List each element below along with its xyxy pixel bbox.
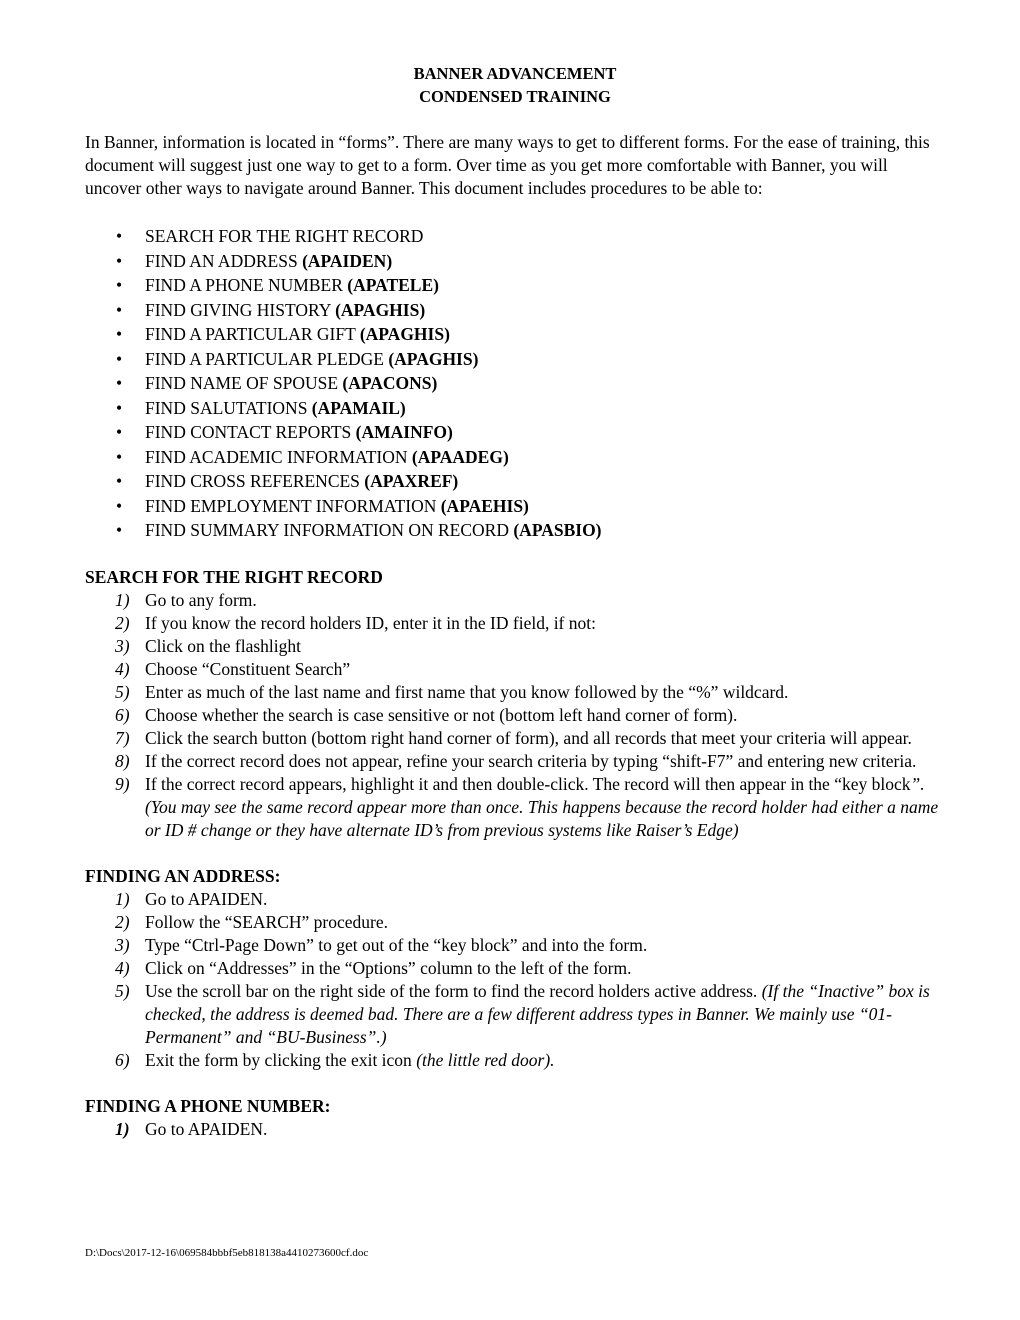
step-text: If the correct record does not appear, refine your search criteria by typing “shift-F7” and entering new criteria. xyxy=(145,750,917,771)
document-title xyxy=(85,62,945,108)
procedure-label: FIND CROSS REFERENCES xyxy=(145,471,365,491)
bullet-icon: • xyxy=(116,348,123,369)
step-item xyxy=(85,727,945,750)
form-code: (APAMAIL) xyxy=(311,397,406,418)
search-heading: SEARCH FOR THE RIGHT RECORD xyxy=(85,566,383,587)
procedure-label: FIND CONTACT REPORTS xyxy=(145,422,356,442)
procedure-label: FIND ACADEMIC INFORMATION xyxy=(145,446,412,467)
step-number: 7) xyxy=(115,727,130,748)
step-text: If you know the record holders ID, enter it in the ID field, if not: xyxy=(145,612,596,633)
step-number: 3) xyxy=(115,635,130,656)
step-number: 2) xyxy=(115,612,130,633)
procedure-list-item xyxy=(85,420,945,445)
step-number: 1) xyxy=(115,589,130,610)
form-code: (APAXREF) xyxy=(364,471,459,491)
step-number: 8) xyxy=(115,750,130,771)
step-item xyxy=(85,658,945,681)
step-item xyxy=(85,750,945,773)
bullet-icon: • xyxy=(116,471,123,491)
step-number: 6) xyxy=(115,704,130,725)
procedure-label: FIND GIVING HISTORY xyxy=(145,299,336,320)
bullet-icon: • xyxy=(116,446,123,467)
address-steps xyxy=(85,888,945,1072)
form-code: (APAGHIS) xyxy=(335,299,426,320)
procedure-label: FIND A PARTICULAR GIFT xyxy=(145,324,360,344)
procedure-label: FIND SUMMARY INFORMATION ON RECORD xyxy=(145,520,514,540)
step-item xyxy=(85,1118,945,1141)
step-item xyxy=(85,704,945,727)
title-line-2: CONDENSED TRAINING xyxy=(419,87,611,106)
form-code: (APAIDEN) xyxy=(302,250,393,271)
step-item xyxy=(85,589,945,612)
procedure-list-item xyxy=(85,249,945,274)
step-item xyxy=(85,773,945,842)
bullet-icon: • xyxy=(116,495,123,516)
form-code: (APAGHIS) xyxy=(359,324,450,344)
step-number: 1) xyxy=(115,888,130,909)
step-number: 2) xyxy=(115,911,130,932)
procedure-label: FIND EMPLOYMENT INFORMATION xyxy=(145,495,441,516)
step-text: Click the search button (bottom right hand corner of form), and all records that meet your criteria will appear. xyxy=(145,727,912,748)
bullet-icon: • xyxy=(116,275,123,295)
procedure-list-item xyxy=(85,371,945,396)
step-item xyxy=(85,635,945,658)
phone-steps xyxy=(85,1118,945,1141)
footer-file-path: D:\Docs\2017-12-16\069584bbbf5eb818138a4410273600cf.doc xyxy=(85,1247,369,1259)
step-number: 5) xyxy=(115,681,130,702)
procedure-label: FIND A PHONE NUMBER xyxy=(145,275,348,295)
bullet-icon: • xyxy=(116,422,123,442)
step-text: Click on “Addresses” in the “Options” column to the left of the form. xyxy=(145,957,632,978)
form-code: (APATELE) xyxy=(347,275,439,295)
procedure-list-item xyxy=(85,396,945,421)
form-code: (AMAINFO) xyxy=(355,422,453,442)
step-text: Type “Ctrl-Page Down” to get out of the “key block” and into the form. xyxy=(145,934,648,955)
search-steps xyxy=(85,589,945,842)
bullet-icon: • xyxy=(116,520,123,540)
title-line-1: BANNER ADVANCEMENT xyxy=(413,64,617,83)
procedure-list xyxy=(85,224,945,543)
step-text: Choose whether the search is case sensitive or not (bottom left hand corner of form). xyxy=(145,704,738,725)
step-number: 1) xyxy=(115,1118,130,1139)
procedure-list-item xyxy=(85,494,945,519)
step-note: ”. (You may see the same record appear more than once. This happens because the record holder had either a name or ID # change or they have alternate ID’s from previous systems like Raiser’s Edge) xyxy=(145,773,939,840)
step-item xyxy=(85,911,945,934)
bullet-icon: • xyxy=(116,226,123,246)
step-note: (If the “Inactive” box is checked, the address is deemed bad. There are a few different address types in Banner. We mainly use “01-Permanent” and “BU-Business”.) xyxy=(145,980,930,1047)
procedure-list-item xyxy=(85,298,945,323)
procedure-list-item xyxy=(85,224,945,249)
bullet-icon: • xyxy=(116,397,123,418)
step-text: Go to any form. xyxy=(145,589,257,610)
procedure-list-item xyxy=(85,273,945,298)
step-text: Go to APAIDEN. xyxy=(145,1118,268,1139)
form-code: (APACONS) xyxy=(342,373,438,393)
procedure-label: FIND NAME OF SPOUSE xyxy=(145,373,343,393)
step-text: Choose “Constituent Search” xyxy=(145,658,351,679)
step-number: 9) xyxy=(115,773,130,794)
step-item xyxy=(85,888,945,911)
bullet-icon: • xyxy=(116,324,123,344)
step-item xyxy=(85,934,945,957)
procedure-label: FIND AN ADDRESS xyxy=(145,250,303,271)
step-number: 6) xyxy=(115,1049,130,1070)
step-number: 4) xyxy=(115,957,130,978)
procedure-list-item xyxy=(85,347,945,372)
form-code: (APAEHIS) xyxy=(440,495,529,516)
step-text: Go to APAIDEN. xyxy=(145,888,268,909)
step-text: Use the scroll bar on the right side of the form to find the record holders active address. xyxy=(145,980,762,1001)
phone-heading: FINDING A PHONE NUMBER: xyxy=(85,1095,331,1116)
procedure-list-item xyxy=(85,469,945,494)
step-item xyxy=(85,612,945,635)
step-number: 5) xyxy=(115,980,130,1001)
procedure-label: FIND A PARTICULAR PLEDGE xyxy=(145,348,389,369)
step-text: Enter as much of the last name and first name that you know followed by the “%” wildcard. xyxy=(145,681,789,702)
procedure-label: FIND SALUTATIONS xyxy=(145,397,312,418)
address-heading: FINDING AN ADDRESS: xyxy=(85,865,281,886)
bullet-icon: • xyxy=(116,250,123,271)
step-item xyxy=(85,1049,945,1072)
intro-paragraph: In Banner, information is located in “forms”. There are many ways to get to different forms. For the ease of training, this document will suggest just one way to get to a form. Over time as you get more comfortable with Banner, you will uncover other ways to navigate around Banner. This document includes procedures to be able to: xyxy=(85,132,930,198)
procedure-label: SEARCH FOR THE RIGHT RECORD xyxy=(145,226,424,246)
procedure-list-item xyxy=(85,322,945,347)
form-code: (APAADEG) xyxy=(411,446,509,467)
step-text: Follow the “SEARCH” procedure. xyxy=(145,911,389,932)
step-text: Click on the flashlight xyxy=(145,635,302,656)
step-text: Exit the form by clicking the exit icon xyxy=(145,1049,417,1070)
form-code: (APASBIO) xyxy=(513,520,602,540)
step-item xyxy=(85,681,945,704)
procedure-list-item xyxy=(85,518,945,543)
step-number: 4) xyxy=(115,658,130,679)
procedure-list-item xyxy=(85,445,945,470)
step-text: If the correct record appears, highlight it and then double-click. The record will then appear in the “key block xyxy=(145,773,911,794)
form-code: (APAGHIS) xyxy=(388,348,479,369)
step-item xyxy=(85,980,945,1049)
step-number: 3) xyxy=(115,934,130,955)
bullet-icon: • xyxy=(116,373,123,393)
step-note: (the little red door). xyxy=(416,1049,555,1070)
step-item xyxy=(85,957,945,980)
document-page xyxy=(85,62,945,1141)
bullet-icon: • xyxy=(116,299,123,320)
